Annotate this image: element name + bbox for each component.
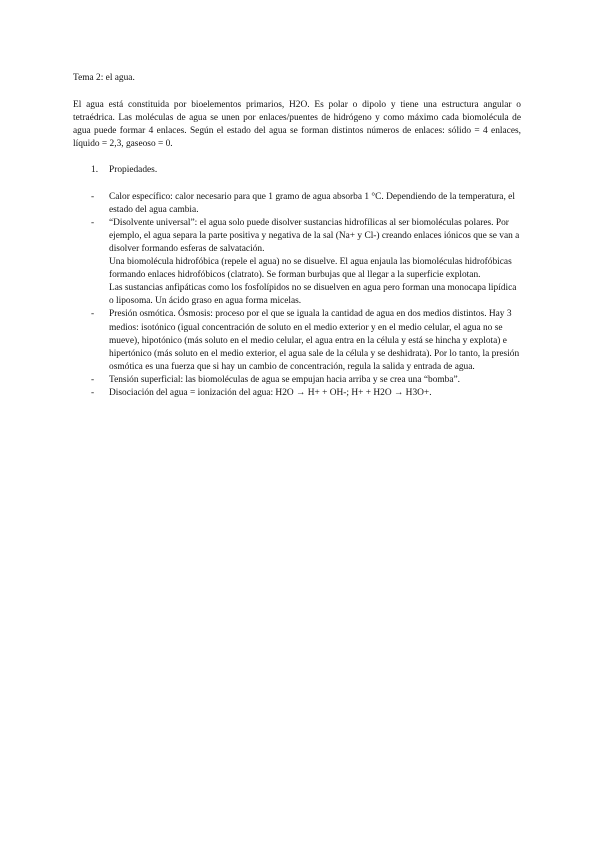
list-item-presion-osmotica — [73, 308, 521, 373]
list-item-disociacion — [73, 387, 521, 400]
section-number: 1. — [91, 165, 99, 176]
intro-paragraph: El agua está constituida por bioelementos primarios, H2O. Es polar o dipolo y tiene una estructura angular o tetraédrica. Las moléculas de agua se unen por enlaces/puentes de hidrógeno y como máximo cada biomolécula de agua puede formar 4 enlaces. Según el estado del agua se forman distintos números de enlaces: sólido = 4 enlaces, líquido = 2,3, gaseoso = 0. — [73, 100, 521, 150]
bullet-dash: - — [91, 374, 95, 385]
list-item-paragraph: Presión osmótica. Ósmosis: proceso por el que se iguala la cantidad de agua en dos medios distintos. Hay 3 medios: isotónico (igual concentración de soluto en el medio exterior y en el medio celular, el agua no se mueve), hipotónico (más soluto en el medio celular, el agua entra en la célula y está se hincha y explota) e hipertónico (más soluto en el medio exterior, el agua sale de la célula y se deshidrata). Por lo tanto, la presión osmótica es una fuerza que si hay un cambio de concentración, regula la salida y entrada de agua. — [109, 309, 520, 372]
document-title: Tema 2: el agua. — [73, 73, 135, 83]
section-heading — [73, 164, 521, 177]
list-item-calor-especifico — [73, 191, 521, 217]
section-heading-text: Propiedades. — [109, 165, 158, 176]
document-body — [73, 72, 521, 400]
list-item-paragraph: Las sustancias anfipáticas como los fosfolípidos no se disuelven en agua pero forman una monocapa lipídica o liposoma. Un ácido graso en agua forma micelas. — [109, 283, 517, 307]
list-item-paragraph: Una biomolécula hidrofóbica (repele el agua) no se disuelve. El agua enjaula las biomoléculas hidrofóbicas formando enlaces hidrofóbicos (clatrato). Se forman burbujas que al llegar a la superficie explotan. — [109, 257, 512, 281]
bullet-dash: - — [91, 387, 95, 398]
list-item-disolvente-universal — [73, 217, 521, 309]
list-item-tension-superficial — [73, 374, 521, 387]
bullet-dash: - — [91, 309, 95, 320]
bullet-dash: - — [91, 191, 95, 202]
list-item-paragraph: “Disolvente universal”: el agua solo puede disolver sustancias hidrofílicas al ser biomoléculas polares. Por ejemplo, el agua separa la parte positiva y negativa de la sal (Na+ y Cl-) creando enlaces iónicos que se van a disolver formando esferas de salvatación. — [109, 217, 520, 254]
list-item-paragraph: Tensión superficial: las biomoléculas de agua se empujan hacia arriba y se crea una “bomba”. — [109, 374, 461, 385]
list-item-paragraph: Disociación del agua = ionización del agua: H2O → H+ + OH-; H+ + H2O → H3O+. — [109, 387, 432, 398]
properties-list — [73, 191, 521, 401]
list-item-paragraph: Calor específico: calor necesario para que 1 gramo de agua absorba 1 °C. Dependiendo de la temperatura, el estado del agua cambia. — [109, 191, 515, 215]
bullet-dash: - — [91, 217, 95, 228]
